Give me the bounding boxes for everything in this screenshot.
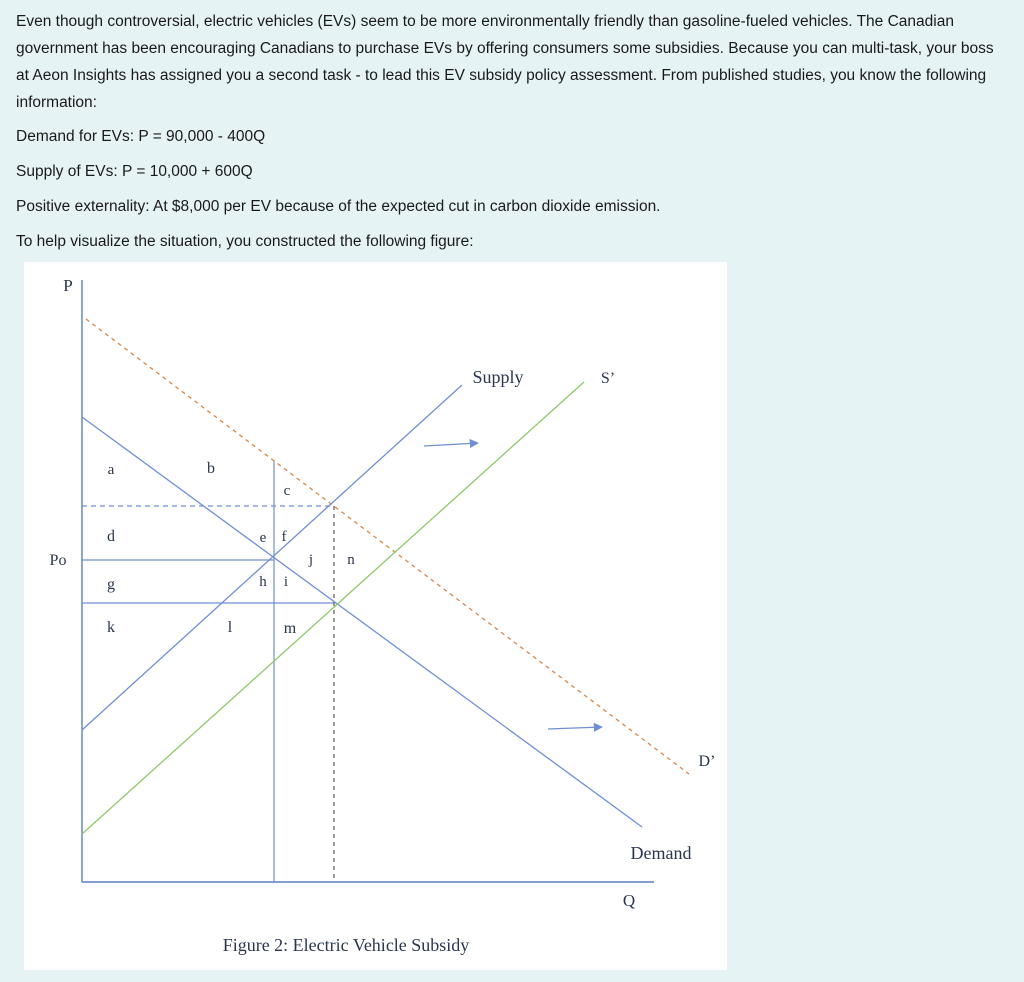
problem-text: [16, 8, 1008, 263]
demand-shifted-curve: [86, 319, 689, 774]
area-n-label: n: [347, 552, 355, 568]
area-e-label: e: [259, 530, 267, 546]
area-h-label: h: [259, 574, 267, 590]
demand-curve-label: Demand: [630, 843, 692, 863]
area-d-label: d: [107, 528, 115, 545]
area-g-label: g: [107, 576, 115, 593]
figure-panel: [24, 262, 727, 970]
y-axis-label: P: [63, 276, 73, 295]
area-c-label: c: [283, 483, 291, 499]
supply-shifted-label: S’: [600, 370, 616, 387]
demand-shifted-label: D’: [698, 753, 716, 770]
intro-paragraph: Even though controversial, electric vehicles (EVs) seem to be more environmentally friendly than gasoline-fueled vehicles. The Canadian government has been encouraging Canadians to purchase EVs by offering consumers some subsidies. Because you can multi-task, your boss at Aeon Insights has assigned you a second task - to lead this EV subsidy policy assessment. From published studies, you know the following information:: [16, 13, 994, 111]
area-k-label: k: [107, 619, 115, 636]
supply-curve: [82, 385, 462, 730]
area-b-label: b: [207, 460, 215, 477]
visualize-statement: To help visualize the situation, you constructed the following figure:: [16, 233, 474, 250]
area-j-label: j: [308, 552, 314, 568]
externality-statement: Positive externality: At $8,000 per EV because of the expected cut in carbon dioxide emission.: [16, 198, 661, 215]
x-axis-label: Q: [622, 891, 636, 910]
area-l-label: l: [227, 619, 233, 636]
area-f-label: f: [281, 529, 287, 545]
subsidy-diagram: [24, 262, 727, 970]
demand-shift-arrow: [548, 727, 602, 729]
demand-curve: [82, 417, 642, 827]
area-i-label: i: [283, 574, 289, 590]
area-m-label: m: [283, 620, 297, 637]
area-a-label: a: [107, 462, 115, 478]
supply-shifted-curve: [82, 382, 584, 834]
supply-equation: Supply of EVs: P = 10,000 + 600Q: [16, 163, 253, 180]
supply-shift-arrow: [424, 443, 478, 446]
demand-equation: Demand for EVs: P = 90,000 - 400Q: [16, 128, 266, 145]
figure-caption: Figure 2: Electric Vehicle Subsidy: [222, 935, 470, 955]
supply-curve-label: Supply: [472, 367, 524, 387]
price-po-label: Po: [49, 552, 67, 569]
